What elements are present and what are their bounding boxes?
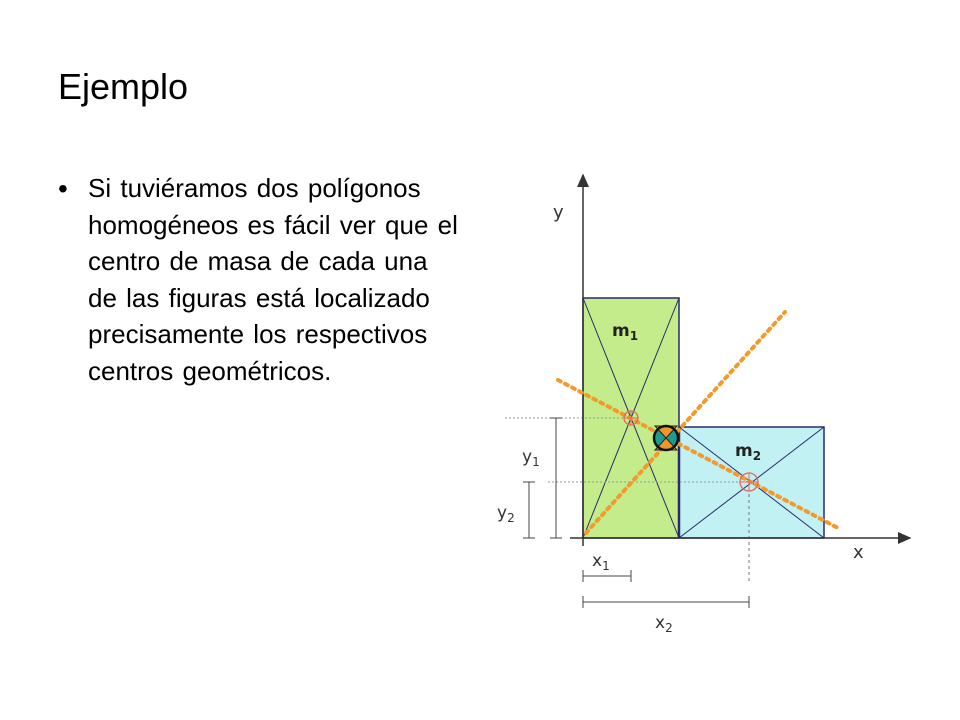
slide-title: Ejemplo <box>58 66 189 107</box>
center-marker-m2 <box>740 473 758 491</box>
mass-label-m1: $m_1$ <box>612 321 639 343</box>
combined-center-marker <box>654 426 678 450</box>
center-marker-m1 <box>624 411 638 425</box>
axis-y-label: y <box>553 202 564 223</box>
dimension-y1-label: $y_1$ <box>522 447 540 469</box>
bullet-marker: • <box>58 173 68 204</box>
center-of-mass-diagram <box>480 160 920 660</box>
axis-x-label: x <box>853 542 864 563</box>
bullet-list <box>58 170 468 389</box>
bullet-text: Si tuviéramos dos polígonos homogéneos es fácil ver que el centro de masa de cada una de las figuras está localizado precisamente los respectivos centros geométricos. <box>88 173 458 386</box>
dimension-x1-label: $x_1$ <box>592 551 610 573</box>
dimension-y2-label: $y_2$ <box>497 503 515 525</box>
mass-label-m2: $m_2$ <box>735 441 762 463</box>
dimension-x2-label: $x_2$ <box>655 613 673 635</box>
